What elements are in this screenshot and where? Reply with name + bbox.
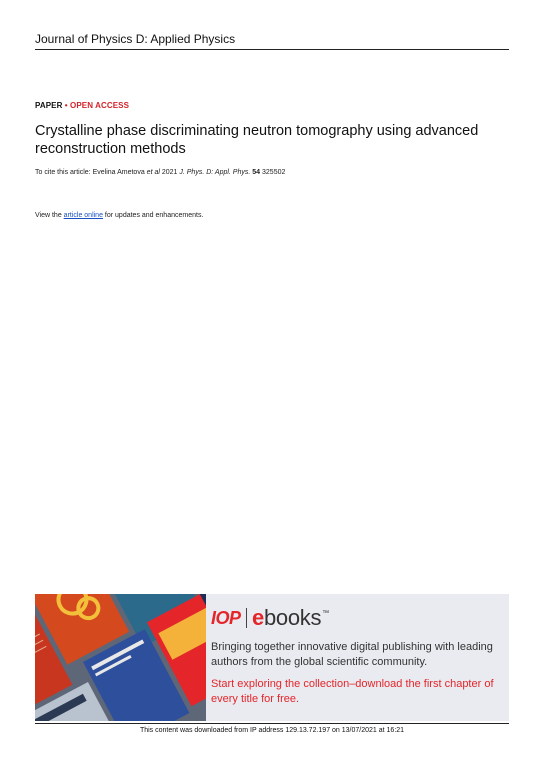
cite-volume: 54: [252, 169, 261, 176]
iop-ebooks-logo: [211, 604, 329, 632]
paper-label: PAPER: [35, 101, 63, 110]
article-title: Crystalline phase discriminating neutron tomography using advanced reconstruction methods: [35, 123, 479, 157]
ad-call-to-action: Start exploring the collection–download the first chapter of every title for free.: [211, 678, 494, 705]
open-access-label: OPEN ACCESS: [70, 101, 130, 110]
ebooks-logo-text: [252, 605, 329, 631]
cite-prefix: To cite this article: Evelina Ametova: [35, 169, 147, 176]
ebooks-rest: books: [263, 605, 322, 630]
ebooks-e: e: [252, 605, 264, 630]
cite-number: 325502: [262, 169, 286, 176]
view-prefix: View the: [35, 212, 64, 219]
trademark: ™: [322, 610, 329, 617]
article-type-label: [35, 101, 129, 110]
iop-logo-text: IOP: [211, 607, 241, 628]
view-suffix: for updates and enhancements.: [102, 212, 204, 219]
download-footer: This content was downloaded from IP address 129.13.72.197 on 13/07/2021 at 16:21: [35, 723, 509, 734]
cite-year: 2021: [159, 169, 180, 176]
book-covers-image: [35, 594, 206, 721]
article-online-link[interactable]: article online: [63, 212, 103, 219]
cite-journal: J. Phys. D: Appl. Phys.: [179, 169, 251, 176]
cite-etal: et al: [146, 169, 160, 176]
book-covers-collage: [35, 594, 206, 721]
ebooks-advertisement[interactable]: [35, 594, 509, 721]
view-online-line: [35, 212, 203, 219]
ad-tagline: Bringing together innovative digital publishing with leading authors from the global scientific community.: [211, 641, 493, 668]
citation-line: [35, 169, 285, 176]
journal-header: Journal of Physics D: Applied Physics: [35, 32, 509, 50]
logo-divider: [246, 608, 248, 628]
ad-text-panel: [211, 594, 509, 721]
separator: •: [62, 101, 71, 110]
